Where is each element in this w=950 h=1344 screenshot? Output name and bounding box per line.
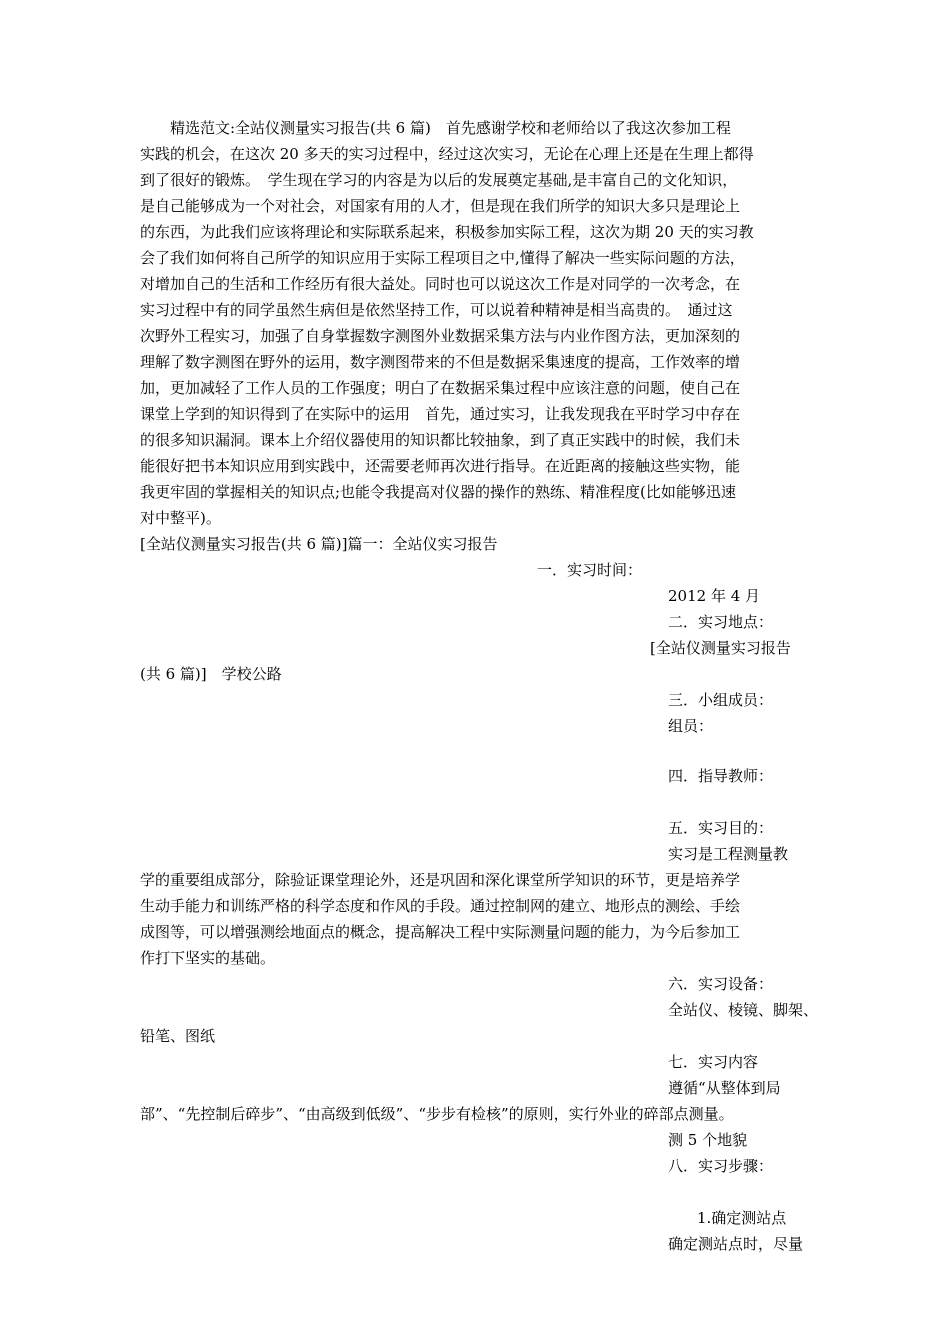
section-2-label: 二．实习地点：	[668, 613, 774, 631]
section-5-text: 生动手能力和训练严格的科学态度和作风的手段。通过控制网的建立、地形点的测绘、手绘	[140, 897, 741, 915]
section-1-value: 2012 年 4 月	[668, 587, 761, 605]
text-line: 能很好把书本知识应用到实践中，还需要老师再次进行指导。在近距离的接触这些实物，能	[140, 457, 741, 475]
step-1-label: 1.确定测站点	[697, 1209, 787, 1227]
text-line: 课堂上学到的知识得到了在实际中的运用 首先，通过实习，让我发现我在平时学习中存在	[140, 405, 741, 423]
section-5-text: 成图等，可以增强测绘地面点的概念，提高解决工程中实际测量问题的能力，为今后参加工	[140, 923, 741, 941]
text-line: 理解了数字测图在野外的运用，数字测图带来的不但是数据采集速度的提高，工作效率的增	[140, 353, 741, 371]
section-7-text: 部”、“先控制后碎步”、“由高级到低级”、“步步有检核”的原则，实行外业的碎部点测量。	[140, 1105, 734, 1123]
section-7-text: 测 5 个地貌	[668, 1131, 748, 1149]
text-line: 实践的机会，在这次 20 多天的实习过程中，经过这次实习，无论在心理上还是在生理上都得	[140, 145, 754, 163]
section-7-label: 七．实习内容	[668, 1053, 759, 1071]
section-5-text: 实习是工程测量教	[668, 845, 789, 863]
text-line: 次野外工程实习，加强了自身掌握数字测图外业数据采集方法与内业作图方法，更加深刻的	[140, 327, 741, 345]
text-line: 我更牢固的掌握相关的知识点;也能令我提高对仪器的操作的熟练、精准程度(比如能够迅速	[140, 483, 736, 501]
section-3-value: 组员：	[668, 717, 714, 735]
section-2-value-cont: (共 6 篇)] 学校公路	[140, 665, 282, 683]
section-4-label: 四．指导教师：	[668, 767, 774, 785]
section-5-label: 五．实习目的：	[668, 819, 774, 837]
text-line: 的很多知识漏洞。课本上介绍仪器使用的知识都比较抽象，到了真正实践中的时候，我们未	[140, 431, 741, 449]
section-2-value: [全站仪测量实习报告	[650, 639, 791, 657]
section-6-label: 六．实习设备：	[668, 975, 774, 993]
text-line: 的东西，为此我们应该将理论和实际联系起来，积极参加实际工程，这次为期 20 天的实习教	[140, 223, 754, 241]
section-1-label: 一．实习时间：	[537, 561, 643, 579]
section-7-text: 遵循“从整体到局	[668, 1079, 781, 1097]
text-line: 精选范文:全站仪测量实习报告(共 6 篇) 首先感谢学校和老师给以了我这次参加工程	[140, 119, 731, 137]
text-line: 到了很好的锻炼。 学生现在学习的内容是为以后的发展奠定基础,是丰富自己的文化知识，	[140, 171, 738, 189]
section-heading: [全站仪测量实习报告(共 6 篇)]篇一：全站仪实习报告	[140, 535, 498, 553]
section-6-text: 全站仪、棱镜、脚架、	[668, 1001, 819, 1019]
text-line: 对中整平)。	[140, 509, 221, 527]
text-line: 加，更加减轻了工作人员的工作强度；明白了在数据采集过程中应该注意的问题，使自己在	[140, 379, 741, 397]
text-line: 会了我们如何将自己所学的知识应用于实际工程项目之中,懂得了解决一些实际问题的方法，	[140, 249, 745, 267]
step-1-text: 确定测站点时，尽量	[668, 1235, 804, 1253]
section-8-label: 八．实习步骤：	[668, 1157, 774, 1175]
text-line: 实习过程中有的同学虽然生病但是依然坚持工作，可以说着种精神是相当高贵的。 通过这	[140, 301, 733, 319]
text-line: 是自己能够成为一个对社会，对国家有用的人才，但是现在我们所学的知识大多只是理论上	[140, 197, 741, 215]
section-5-text: 学的重要组成部分，除验证课堂理论外，还是巩固和深化课堂所学知识的环节，更是培养学	[140, 871, 741, 889]
text-line: 对增加自己的生活和工作经历有很大益处。同时也可以说这次工作是对同学的一次考念，在	[140, 275, 741, 293]
section-6-text: 铅笔、图纸	[140, 1027, 216, 1045]
section-5-text: 作打下坚实的基础。	[140, 949, 276, 967]
section-3-label: 三．小组成员：	[668, 691, 774, 709]
